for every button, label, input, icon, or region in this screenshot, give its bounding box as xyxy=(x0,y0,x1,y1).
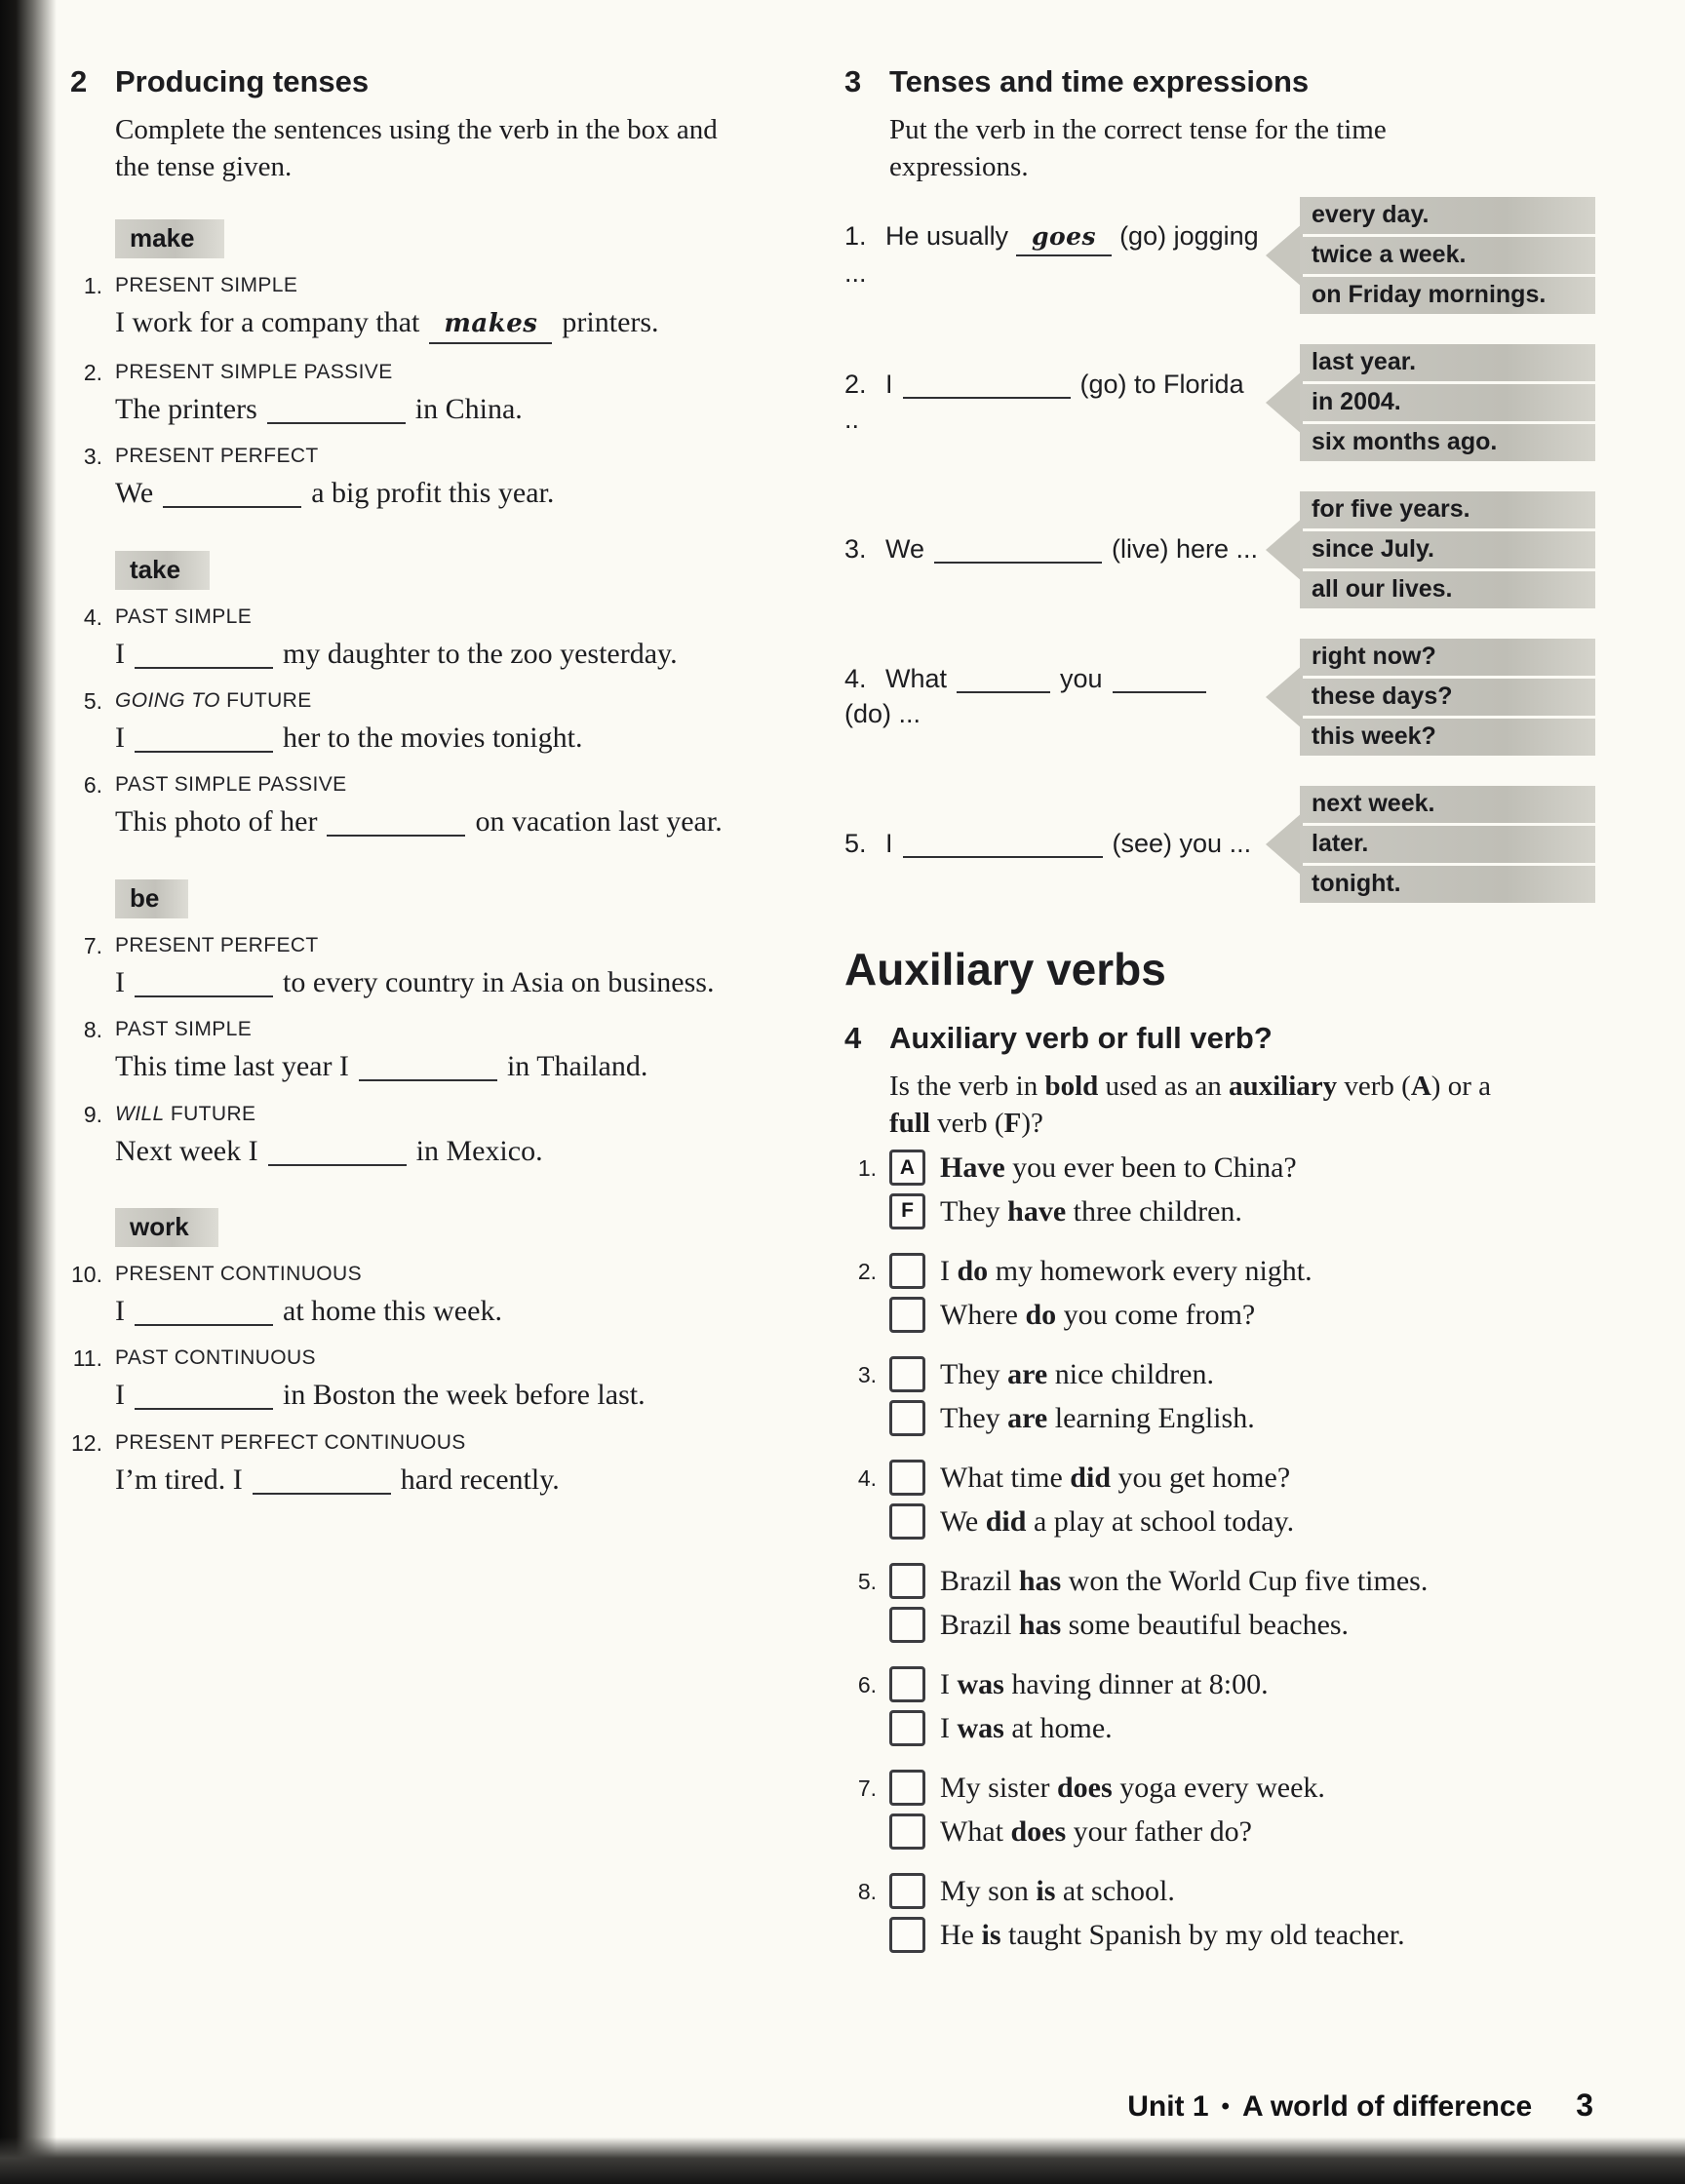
page-bottom-shadow xyxy=(0,2137,1685,2184)
sentence-line: Brazil has won the World Cup five times. xyxy=(889,1563,1595,1600)
expression-stack xyxy=(1300,783,1595,906)
sentence xyxy=(115,1462,759,1499)
exercise3-item-1 xyxy=(844,194,1595,317)
item-number: 1. xyxy=(857,1155,877,1182)
sentence-line: Where do you come from? xyxy=(889,1297,1595,1334)
sentence xyxy=(115,964,759,1001)
answer-checkbox[interactable] xyxy=(889,1607,925,1643)
sentence-pre: I xyxy=(115,965,125,998)
time-expression: tonight. xyxy=(1300,866,1595,903)
section3-title: Tenses and time expressions xyxy=(889,64,1310,98)
section2-number: 2 xyxy=(70,64,88,98)
answer-blank[interactable] xyxy=(327,805,465,837)
time-expression: since July. xyxy=(1300,531,1595,568)
sentence-pre: We xyxy=(885,533,925,564)
book-binding-shadow xyxy=(0,0,57,2184)
sentence-post: on vacation last year. xyxy=(475,805,723,838)
sentence-pre: I work for a company that xyxy=(115,305,420,338)
sentence-pre: I xyxy=(885,370,893,400)
tense-label: PRESENT SIMPLE xyxy=(115,273,298,296)
exercise2-item-8 xyxy=(70,1014,759,1085)
sentence xyxy=(115,1293,759,1330)
sentence-pre: What xyxy=(885,664,948,694)
item-number: 6. xyxy=(857,1672,877,1698)
tense-label: GOING TO FUTURE xyxy=(115,688,312,712)
answer-checkbox[interactable] xyxy=(889,1253,925,1289)
item-number: 3. xyxy=(83,444,102,470)
item-number: 1. xyxy=(83,272,102,298)
item-number: 4. xyxy=(857,1465,877,1492)
exercise3-item-4 xyxy=(844,636,1595,759)
sentence xyxy=(115,636,759,673)
answer-checkbox[interactable] xyxy=(889,1356,925,1392)
time-expression: twice a week. xyxy=(1300,237,1595,274)
exercise2-item-6 xyxy=(70,769,759,840)
answer-blank[interactable] xyxy=(135,1295,273,1326)
sentence-pre: The printers xyxy=(115,392,257,425)
answer-checkbox[interactable] xyxy=(889,1710,925,1746)
sentence-line: I was at home. xyxy=(889,1710,1595,1747)
section4-number: 4 xyxy=(844,1020,862,1055)
page-number: 3 xyxy=(1576,2087,1593,2123)
item-number: 11. xyxy=(72,1346,102,1372)
answer-blank[interactable] xyxy=(268,1135,407,1166)
exercise2-item-12 xyxy=(70,1427,759,1499)
exercise2-item-5 xyxy=(70,685,759,757)
item-number: 4. xyxy=(844,664,867,694)
section4-heading xyxy=(844,1021,1595,1056)
section2-instructions: Complete the sentences using the verb in the box and the tense given. xyxy=(115,114,718,183)
exercise3-item-3 xyxy=(844,488,1595,611)
unit-title: A world of difference xyxy=(1241,2090,1533,2123)
item-number: 12. xyxy=(71,1429,102,1456)
answer-checkbox[interactable] xyxy=(889,1770,925,1806)
sentence-pre: I xyxy=(115,637,125,670)
exercise2-item-1 xyxy=(70,270,759,344)
expression-stack xyxy=(1300,488,1595,611)
section3-instructions: Put the verb in the correct tense for the time expressions. xyxy=(889,114,1387,183)
item-number: 1. xyxy=(844,221,867,252)
tense-label: PAST CONTINUOUS xyxy=(115,1346,316,1370)
time-expression: in 2004. xyxy=(1300,384,1595,421)
answer-checkbox[interactable] xyxy=(889,1460,925,1496)
sentence-line: Brazil has some beautiful beaches. xyxy=(889,1607,1595,1644)
exercise2-item-2 xyxy=(70,357,759,428)
sentence-line: My son is at school. xyxy=(889,1873,1595,1910)
item-number: 2. xyxy=(83,359,102,385)
arrow-left-icon xyxy=(1266,370,1303,435)
sentence xyxy=(844,368,1262,436)
item-number: 7. xyxy=(83,932,102,958)
sentence-line: He is taught Spanish by my old teacher. xyxy=(889,1917,1595,1954)
sentence-post: in China. xyxy=(414,392,523,425)
exercise4-item-4 xyxy=(844,1460,1595,1546)
sentence-post: to every country in Asia on business. xyxy=(283,965,715,998)
verb-box-make: make xyxy=(115,219,224,258)
answer-blank[interactable] xyxy=(934,535,1102,564)
section2-heading xyxy=(70,64,759,99)
answer-blank[interactable] xyxy=(957,665,1050,693)
item-number: 8. xyxy=(83,1017,102,1043)
sentence-line: A Have you ever been to China? xyxy=(889,1150,1595,1187)
tense-label: WILL FUTURE xyxy=(115,1102,256,1125)
time-expression: every day. xyxy=(1300,197,1595,234)
tense-label: PRESENT SIMPLE PASSIVE xyxy=(115,360,393,383)
item-number: 9. xyxy=(83,1101,102,1127)
sentence xyxy=(115,1133,759,1170)
answer-blank[interactable] xyxy=(1113,665,1206,693)
exercise2-item-11 xyxy=(70,1343,759,1414)
time-expression: for five years. xyxy=(1300,491,1595,528)
sentence-post: (go) to Florida .. xyxy=(844,370,1244,434)
unit-label: Unit 1 xyxy=(1127,2090,1209,2123)
answer-checkbox[interactable] xyxy=(889,1297,925,1333)
left-column xyxy=(70,64,759,1511)
verb-box-be: be xyxy=(115,879,188,918)
section2-title: Producing tenses xyxy=(115,64,370,98)
time-expressions xyxy=(1266,194,1595,317)
sentence-line: F They have three children. xyxy=(889,1193,1595,1230)
item-number: 6. xyxy=(83,772,102,799)
time-expression: all our lives. xyxy=(1300,571,1595,608)
answer-blank[interactable] xyxy=(135,966,273,997)
item-number: 7. xyxy=(857,1775,877,1802)
sentence-pre: This time last year I xyxy=(115,1050,349,1083)
sentence xyxy=(844,219,1262,291)
exercise2-item-7 xyxy=(70,930,759,1001)
time-expression: six months ago. xyxy=(1300,424,1595,461)
exercise2-item-4 xyxy=(70,602,759,673)
tense-label: PRESENT CONTINUOUS xyxy=(115,1262,363,1285)
sentence xyxy=(844,827,1262,861)
sentence-post: a big profit this year. xyxy=(311,477,555,510)
answer-checkbox[interactable]: F xyxy=(889,1193,925,1229)
answer-blank[interactable] xyxy=(135,638,273,669)
sentence-line: I was having dinner at 8:00. xyxy=(889,1666,1595,1703)
sentence xyxy=(115,475,759,512)
sentence xyxy=(115,391,759,428)
answer-checkbox[interactable] xyxy=(889,1666,925,1702)
answer-blank[interactable] xyxy=(267,393,406,424)
exercise4-item-1 xyxy=(844,1150,1595,1236)
answer-blank[interactable] xyxy=(903,370,1071,399)
tense-label: PRESENT PERFECT xyxy=(115,933,319,956)
sentence-post: her to the movies tonight. xyxy=(283,721,583,754)
exercise3-item-5 xyxy=(844,783,1595,906)
sentence-pre: I’m tired. I xyxy=(115,1462,243,1496)
exercise4-item-5 xyxy=(844,1563,1595,1650)
sentence-post: in Thailand. xyxy=(506,1050,648,1083)
exercise2-item-3 xyxy=(70,441,759,512)
sentence-post: (see) you ... xyxy=(1112,828,1252,858)
sentence-pre: He usually xyxy=(885,221,1009,252)
exercise4-item-2 xyxy=(844,1253,1595,1340)
sentence-pre: I xyxy=(885,828,893,858)
sentence-post: (go) jogging ... xyxy=(844,221,1259,288)
answer-checkbox[interactable] xyxy=(889,1503,925,1540)
exercise2-item-9 xyxy=(70,1099,759,1170)
sentence-post: (do) ... xyxy=(844,698,921,728)
exercise4-item-3 xyxy=(844,1356,1595,1443)
time-expression: next week. xyxy=(1300,786,1595,823)
answer-blank[interactable] xyxy=(903,830,1103,858)
item-number: 2. xyxy=(857,1259,877,1285)
exercise4-item-6 xyxy=(844,1666,1595,1753)
sentence-pre: I xyxy=(115,1294,125,1327)
sentence-line: They are nice children. xyxy=(889,1356,1595,1393)
sentence xyxy=(115,304,759,344)
answer-checkbox[interactable] xyxy=(889,1563,925,1599)
sentence-line: I do my homework every night. xyxy=(889,1253,1595,1290)
sentence xyxy=(115,1377,759,1414)
handwritten-answer[interactable]: makes xyxy=(429,308,552,344)
answer-blank[interactable] xyxy=(163,477,301,508)
answer-blank[interactable] xyxy=(135,1379,273,1410)
answer-blank[interactable] xyxy=(359,1050,497,1081)
page-footer xyxy=(1127,2087,1593,2124)
tense-label: PAST SIMPLE PASSIVE xyxy=(115,773,347,797)
answer-blank[interactable] xyxy=(253,1463,391,1495)
section4-title: Auxiliary verb or full verb? xyxy=(889,1020,1273,1055)
sentence xyxy=(844,662,1262,730)
exercise2-item-10 xyxy=(70,1259,759,1330)
time-expression: on Friday mornings. xyxy=(1300,277,1595,314)
sentence-pre: I xyxy=(115,721,125,754)
time-expression: last year. xyxy=(1300,344,1595,381)
item-number: 8. xyxy=(857,1879,877,1905)
answer-checkbox[interactable] xyxy=(889,1873,925,1909)
handwritten-answer[interactable]: goes xyxy=(1016,221,1112,256)
sentence-line: They are learning English. xyxy=(889,1400,1595,1437)
answer-checkbox[interactable] xyxy=(889,1917,925,1953)
exercise4-item-7 xyxy=(844,1770,1595,1856)
tense-label: PRESENT PERFECT CONTINUOUS xyxy=(115,1430,466,1454)
sentence xyxy=(115,1048,759,1085)
sentence-post: at home this week. xyxy=(283,1294,502,1327)
sentence-mid: you xyxy=(1060,664,1103,694)
bullet-separator: • xyxy=(1221,2093,1230,2120)
time-expressions xyxy=(1266,636,1595,759)
section3-number: 3 xyxy=(844,64,862,98)
item-number: 10. xyxy=(71,1261,102,1287)
verb-box-take: take xyxy=(115,551,210,590)
time-expression: this week? xyxy=(1300,719,1595,756)
tense-label: PAST SIMPLE xyxy=(115,1018,253,1041)
sentence-pre: Next week I xyxy=(115,1134,258,1167)
sentence-post: (live) here ... xyxy=(1112,533,1259,564)
sentence-post: hard recently. xyxy=(400,1462,560,1496)
sentence-post: printers. xyxy=(562,305,659,338)
tense-label: PAST SIMPLE xyxy=(115,604,253,628)
expression-stack xyxy=(1300,341,1595,464)
sentence xyxy=(115,803,759,840)
answer-checkbox[interactable] xyxy=(889,1814,925,1850)
sentence-post: my daughter to the zoo yesterday. xyxy=(283,637,678,670)
arrow-left-icon xyxy=(1266,518,1303,582)
answer-blank[interactable] xyxy=(135,722,273,753)
arrow-left-icon xyxy=(1266,223,1303,288)
sentence-pre: This photo of her xyxy=(115,805,318,838)
exercise4-item-8 xyxy=(844,1873,1595,1960)
time-expressions xyxy=(1266,341,1595,464)
right-column xyxy=(844,64,1595,1976)
expression-stack xyxy=(1300,194,1595,317)
section4-instructions: Is the verb in bold used as an auxiliary verb (A) or a full verb (F)? xyxy=(889,1070,1491,1139)
arrow-left-icon xyxy=(1266,812,1303,877)
answer-checkbox[interactable] xyxy=(889,1400,925,1436)
item-number: 4. xyxy=(83,604,102,630)
sentence-post: in Mexico. xyxy=(415,1134,543,1167)
sentence-pre: I xyxy=(115,1379,125,1412)
exercise3-item-2 xyxy=(844,341,1595,464)
sentence xyxy=(115,720,759,757)
item-number: 5. xyxy=(83,687,102,714)
item-number: 5. xyxy=(844,828,867,858)
time-expressions xyxy=(1266,783,1595,906)
tense-label: PRESENT PERFECT xyxy=(115,445,319,468)
auxiliary-verbs-heading: Auxiliary verbs xyxy=(844,943,1166,994)
sentence-line: My sister does yoga every week. xyxy=(889,1770,1595,1807)
sentence-pre: We xyxy=(115,477,154,510)
expression-stack xyxy=(1300,636,1595,759)
sentence-line: We did a play at school today. xyxy=(889,1503,1595,1540)
answer-checkbox[interactable]: A xyxy=(889,1150,925,1186)
item-number: 3. xyxy=(857,1362,877,1388)
arrow-left-icon xyxy=(1266,665,1303,729)
time-expression: later. xyxy=(1300,826,1595,863)
item-number: 3. xyxy=(844,533,867,564)
sentence-line: What does your father do? xyxy=(889,1814,1595,1851)
verb-box-work: work xyxy=(115,1208,218,1247)
time-expression: right now? xyxy=(1300,639,1595,676)
item-number: 2. xyxy=(844,370,867,400)
sentence-post: in Boston the week before last. xyxy=(283,1379,646,1412)
section3-heading xyxy=(844,64,1595,99)
item-number: 5. xyxy=(857,1569,877,1595)
time-expression: these days? xyxy=(1300,679,1595,716)
time-expressions xyxy=(1266,488,1595,611)
sentence xyxy=(844,532,1262,566)
sentence-line: What time did you get home? xyxy=(889,1460,1595,1497)
